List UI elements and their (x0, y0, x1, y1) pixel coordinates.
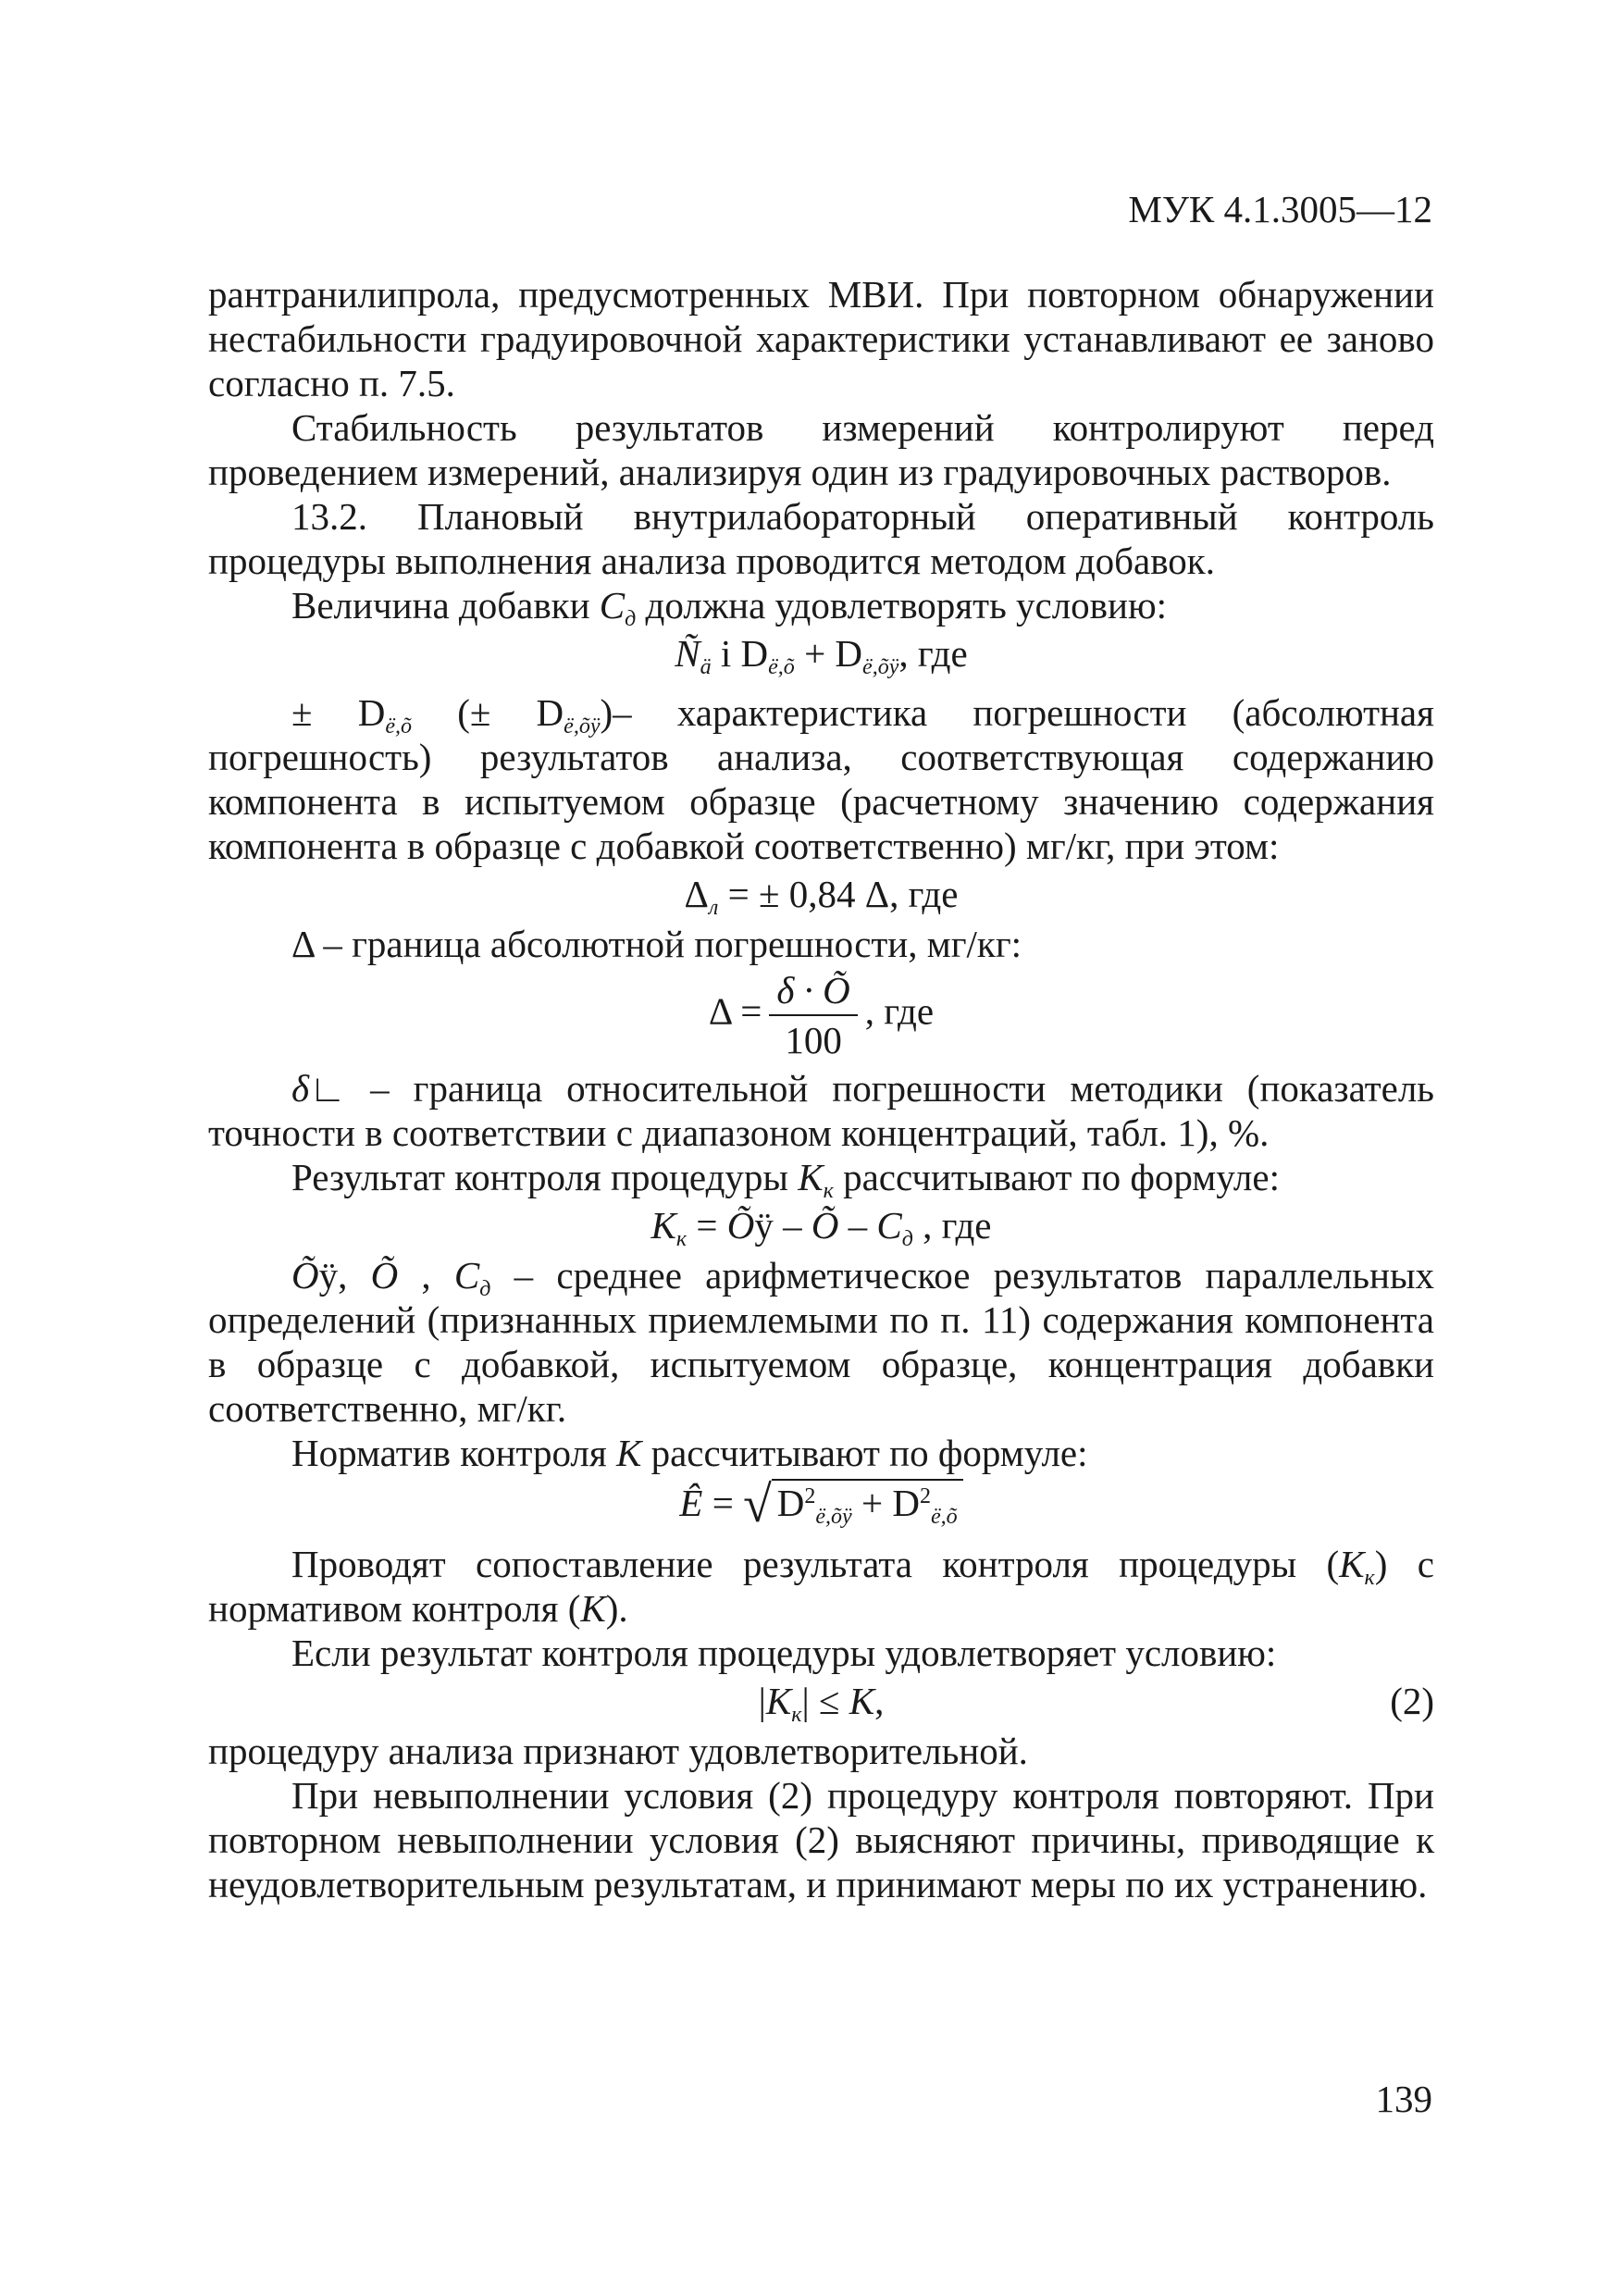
equation-kk: $K_к$ = Õÿ – Õ – $C_д$ , где (650, 1204, 992, 1251)
page-number: 139 (1375, 2078, 1432, 2120)
paragraph-3: 13.2. Плановый внутрилабораторный оперативный контроль процедуры выполнения анализа проводится методом добавок. (208, 495, 1434, 582)
equation-norm: Ê = √ $D^2_{ë,õÿ} + D^2_{ë,õ}$ (208, 1479, 1434, 1527)
equation-delta-l: $\Delta_л$ = ± 0,84 Δ, где (684, 873, 959, 920)
equation-addition-condition: $Ñ_ä$ i $D_{ë,õ} + D_{ë,õÿ}$, где (675, 632, 968, 679)
paragraph-6: Δ – граница абсолютной погрешности, мг/кг: (291, 923, 1022, 965)
document-body (208, 272, 1434, 1906)
radicand: $D^2_{ë,õÿ} + D^2_{ë,õ}$ (772, 1479, 963, 1521)
sqrt-icon: √ (743, 1476, 772, 1533)
paragraph-5: ± $D_{ë,õ}$ (± $D_{ë,õÿ})-$ характеристика погрешности (абсолютная погрешность) результатов анализа, соответствующая содержанию компонента в испытуемом образце (расчетному значению содержания компонента в образце с добавкой соответственно) мг/кг, при этом: (208, 691, 1434, 867)
paragraph-14: При невыполнении условия (2) процедуру контроля повторяют. При повторном невыполнении условия (2) выясняют причины, приводящие к неудовлетворительным результатам, и принимают меры по их устранению. (208, 1774, 1434, 1905)
paragraph-9: Õÿ, Õ , $C_д$ – среднее арифметическое результатов параллельных определений (признанных приемлемыми по п. 11) содержания компонента в образце с добавкой, испытуемом образце, концентрация добавки соответственно, мг/кг. (208, 1254, 1434, 1430)
paragraph-10: Норматив контроля K рассчитывают по формуле: (291, 1432, 1088, 1474)
paragraph-2: Стабильность результатов измерений контролируют перед проведением измерений, анализируя один из градуировочных растворов. (208, 406, 1434, 493)
paragraph-7: δ∟ – граница относительной погрешности методики (показатель точности в соответствии с диапазоном концентраций, табл. 1), %. (208, 1067, 1434, 1154)
equation-2: $|K_к| \le K$, (2) (758, 1680, 1434, 1727)
equation-number: (2) (1390, 1680, 1434, 1722)
paragraph-1: рантранилипрола, предусмотренных МВИ. При повторном обнаружении нестабильности градуировочной характеристики устанавливают ее заново согласно п. 7.5. (208, 273, 1434, 404)
equation-delta: Δ = $\frac{\delta \cdot Õ}{100}$ , где (708, 969, 935, 1061)
fraction: $\frac{\delta \cdot Õ}{100}$ (769, 970, 857, 1061)
paragraph-13: процедуру анализа признают удовлетворительной. (208, 1730, 1028, 1772)
paragraph-12: Если результат контроля процедуры удовлетворяет условию: (291, 1632, 1277, 1674)
paragraph-4: Величина добавки $C_д$ должна удовлетворять условию: (291, 584, 1167, 631)
paragraph-8: Результат контроля процедуры $K_к$ рассчитывают по формуле: (291, 1156, 1280, 1203)
document-code: МУК 4.1.3005—12 (1128, 188, 1432, 230)
paragraph-11: Проводят сопоставление результата контроля процедуры $(K_к)$ с нормативом контроля (K). (208, 1543, 1434, 1630)
